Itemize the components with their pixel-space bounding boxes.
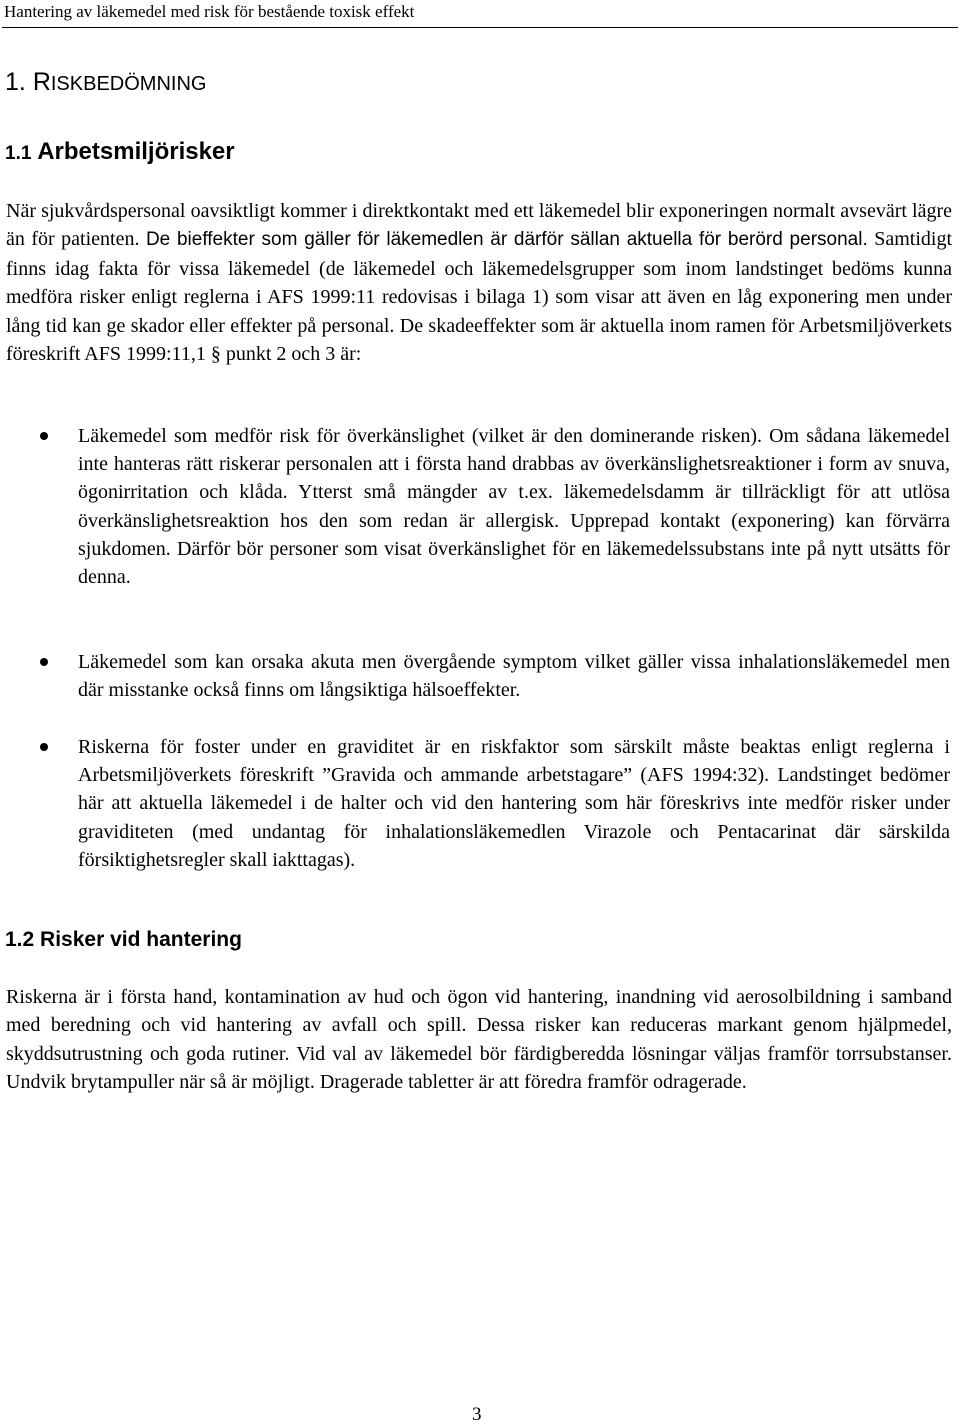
section-1-1-title: Arbetsmiljörisker xyxy=(37,138,235,165)
bullet-dot xyxy=(40,743,48,751)
page-number: 3 xyxy=(472,1404,482,1425)
page-header xyxy=(0,0,960,26)
section-1-2-number: 1.2 xyxy=(5,928,35,951)
paragraph-risker-vid-hantering: Riskerna är i första hand, kontamination av hud och ögon vid hantering, inandning vid aerosolbildning i samband med beredning och vid hantering av avfall och spill. Dessa risker kan reduceras markant genom hjälpmedel, skyddsutrustning och goda rutiner. Vid val av läkemedel bör färdigberedda lösningar väljas framför torrsubstanser. Undvik brytampuller när så är möjligt. Dragerade tabletter är att föredra framför odragerade. xyxy=(6,986,952,1094)
paragraph-sans-part: De bieffekter som gäller för läkemedlen är därför sällan aktuella för berörd personal. xyxy=(145,229,868,251)
header-divider xyxy=(2,27,958,28)
section-1-1-number: 1.1 xyxy=(5,143,32,164)
list-item-text: Läkemedel som kan orsaka akuta men övergående symptom vilket gäller vissa inhalationsläkemedel men där misstanke också finns om långsiktiga hälsoeffekter. xyxy=(78,651,950,702)
section-1-number: 1. xyxy=(5,68,26,96)
section-1-title-initial: R xyxy=(32,68,51,96)
bullet-dot xyxy=(40,658,48,666)
list-item-text: Riskerna för foster under en graviditet är en riskfaktor som särskilt måste beaktas enligt reglerna i Arbetsmiljöverkets föreskrift ”Gravida och ammande arbetstagare” (AFS 1994:32). Landstinget bedömer här att aktuella läkemedel i de halter och vid den hantering som här föreskrivs inte medför risker under graviditeten (med undantag för inhalationsläkemedlen Virazole och Pentacarinat där särskilda försiktighetsregler skall iakttagas). xyxy=(78,736,950,871)
paragraph-part-3: De skadeeffekter som är aktuella inom ramen för Arbetsmiljöverkets föreskrift AFS 1999:11,1 § punkt 2 och 3 är: xyxy=(6,314,952,366)
list-item-text: Läkemedel som medför risk för överkänslighet (vilket är den dominerande risken). Om sådana läkemedel inte hanteras rätt riskerar personalen att i första hand drabbas av överkänslighetsreaktioner i form av snuva, ögonirritation och klåda. Ytterst små mängder av t.ex. läkemedelsdamm är tillräckligt för att utlösa överkänslighetsreaktion hos den som redan är allergisk. Upprepad kontakt (exponering) kan förvärra sjukdomen. Därför bör personer som visat överkänslighet för en läkemedelssubstans inte på nytt utsätts för denna. xyxy=(78,425,950,589)
section-heading-1-2 xyxy=(5,928,242,952)
section-heading-1 xyxy=(5,68,206,97)
section-heading-1-1 xyxy=(5,138,235,166)
bullet-dot xyxy=(40,432,48,440)
section-1-2-title: Risker vid hantering xyxy=(40,928,242,951)
header-title: Hantering av läkemedel med risk för bestående toxisk effekt xyxy=(4,2,415,21)
section-1-title-rest: ISKBEDÖMNING xyxy=(50,73,207,95)
paragraph-part-1: När sjukvårdspersonal oavsiktligt kommer i direktkontakt med ett läkemedel blir exponeringen normalt avsevärt lägre än för patienten. xyxy=(6,200,952,251)
paragraph-arbetsmiljorisker xyxy=(6,197,952,368)
paragraph-part-2: Samtidigt finns idag fakta för vissa läkemedel (de läkemedel och läkemedelsgrupper som inom landstinget bedöms kunna medföra risker enligt reglerna i AFS 1999:11 redovisas i bilaga 1) som visar att även en låg exponering men under lång tid kan ge skador eller effekter på personal. xyxy=(6,228,953,337)
